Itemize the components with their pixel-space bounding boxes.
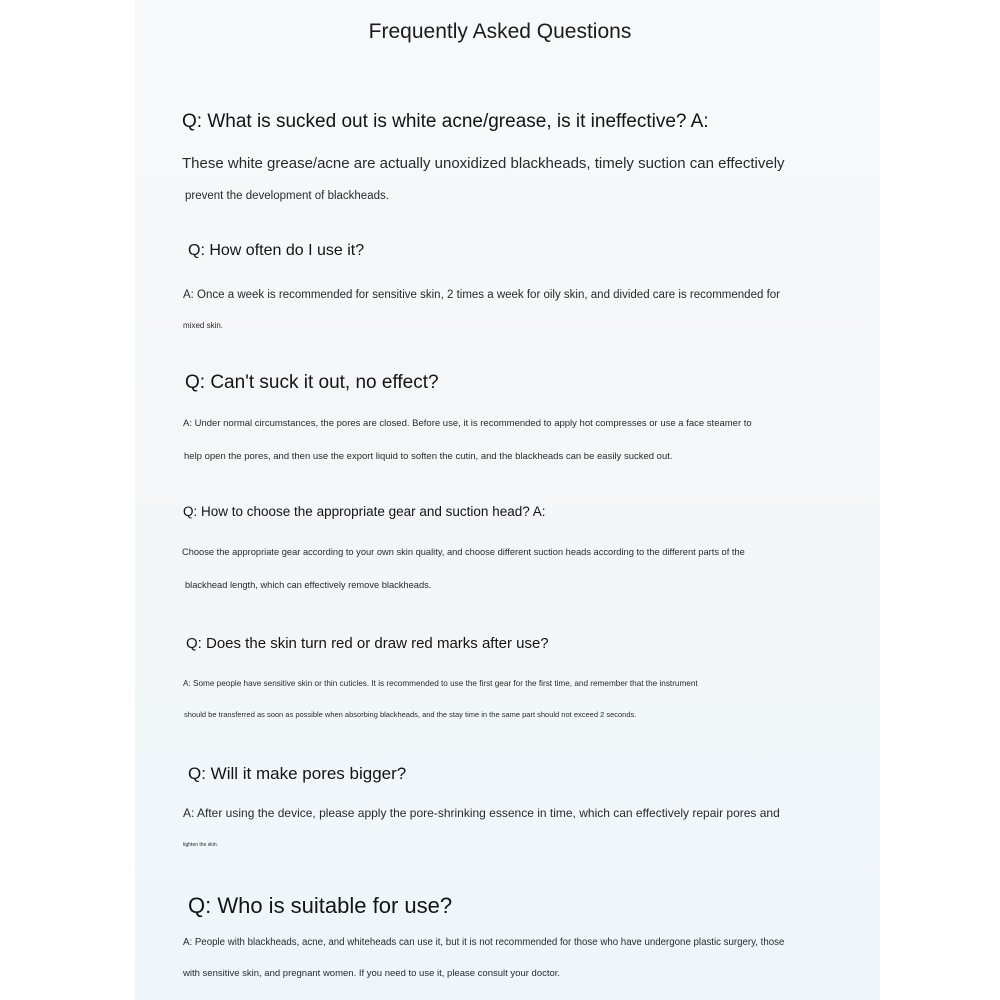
faq-question: Q: What is sucked out is white acne/grease, is it ineffective? A: — [182, 111, 709, 132]
faq-answer-line: A: Under normal circumstances, the pores are closed. Before use, it is recommended to apply hot compresses or use a face steamer to — [183, 418, 752, 429]
faq-answer-line: tighten the skin. — [183, 842, 219, 848]
faq-question: Q: Will it make pores bigger? — [188, 764, 407, 783]
faq-answer-line: Choose the appropriate gear according to your own skin quality, and choose different suction heads according to the different parts of the — [182, 547, 745, 557]
faq-answer-line: These white grease/acne are actually unoxidized blackheads, timely suction can effectively — [182, 155, 785, 172]
faq-question: Q: Does the skin turn red or draw red marks after use? — [186, 635, 549, 652]
faq-answer-line: with sensitive skin, and pregnant women. If you need to use it, please consult your doctor. — [183, 968, 561, 979]
faq-answer-line: mixed skin. — [183, 321, 224, 330]
faq-answer-line: A: People with blackheads, acne, and whiteheads can use it, but it is not recommended for those who have undergone plastic surgery, those — [183, 937, 785, 948]
document-page — [135, 0, 880, 1000]
faq-answer-line: should be transferred as soon as possible when absorbing blackheads, and the stay time in the same part should not exceed 2 seconds. — [184, 710, 637, 719]
faq-answer-line: blackhead length, which can effectively remove blackheads. — [185, 580, 432, 590]
faq-question: Q: How often do I use it? — [188, 242, 365, 259]
faq-question: Q: How to choose the appropriate gear and suction head? A: — [183, 504, 546, 519]
faq-answer-line: A: Some people have sensitive skin or thin cuticles. It is recommended to use the first gear for the first time, and remember that the instrument — [183, 679, 698, 688]
faq-answer-line: help open the pores, and then use the export liquid to soften the cutin, and the blackheads can be easily sucked out. — [184, 451, 673, 462]
faq-answer-line: A: After using the device, please apply the pore-shrinking essence in time, which can effectively repair pores and — [183, 806, 780, 820]
page-title: Frequently Asked Questions — [368, 20, 632, 43]
faq-answer-line: A: Once a week is recommended for sensitive skin, 2 times a week for oily skin, and divided care is recommended for — [183, 289, 780, 301]
faq-answer-line: prevent the development of blackheads. — [185, 190, 389, 202]
faq-question: Q: Who is suitable for use? — [188, 893, 453, 918]
faq-question: Q: Can't suck it out, no effect? — [185, 372, 439, 393]
